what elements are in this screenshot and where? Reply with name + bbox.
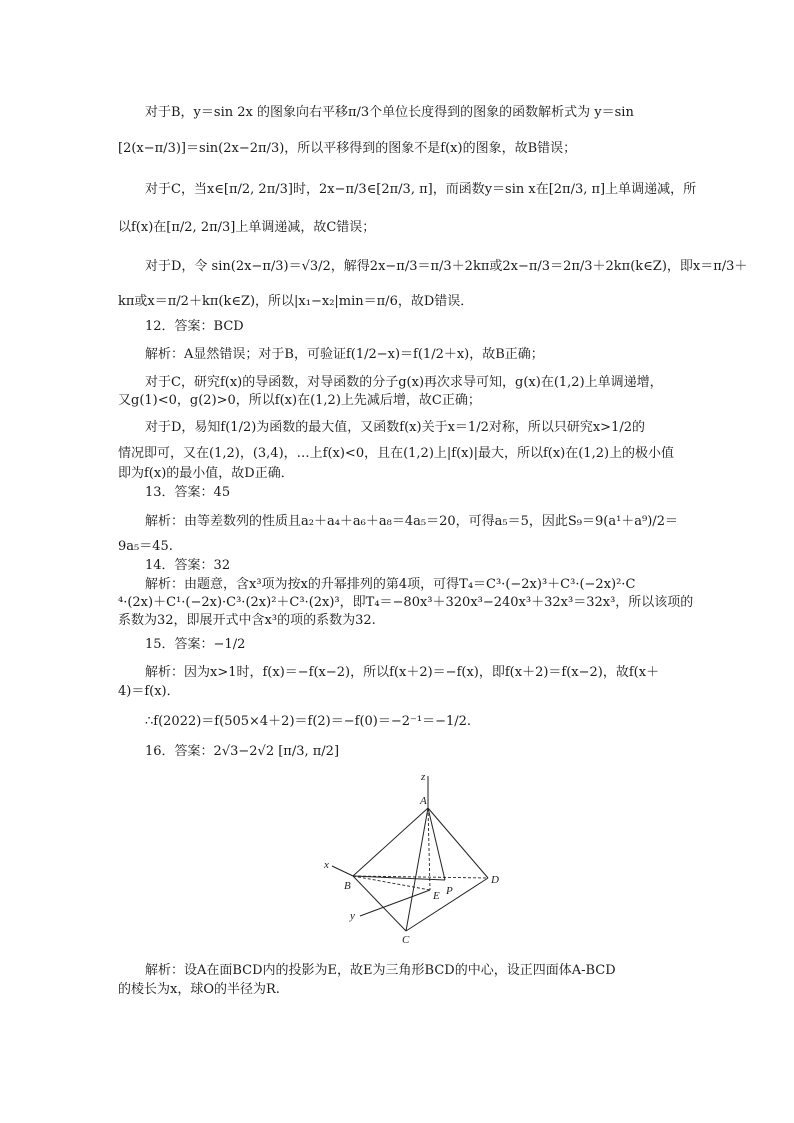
text-line-15c: ∴f(2022)＝f(505×4＋2)＝f(2)＝−f(0)＝−2⁻¹＝−1/2. [145,714,472,729]
label-z: z [421,771,426,783]
text-line-c1: 对于C，当x∈[π/2, 2π/3]时，2x−π/3∈[2π/3, π]，而函数y＝sin x在[2π/3, π]上单调递减，所 [145,182,697,197]
label-p: P [446,885,453,897]
text-line-d1: 对于D，令 sin(2x−π/3)＝√3/2，解得2x−π/3＝π/3＋2kπ或2x−π/3＝2π/3＋2kπ(k∈Z)，即x＝π/3＋ [145,259,748,274]
line-ap [428,808,445,880]
text-line-12d: 对于D，易知f(1/2)为函数的最大值，又函数f(x)关于x＝1/2对称，所以只研究x>1/2的 [145,420,645,435]
text-line-15b: 4)＝f(x)． [118,684,180,699]
text-line-16a: 解析：设A在面BCD内的投影为E，故E为三角形BCD的中心，设正四面体A-BCD [145,963,616,978]
label-x: x [324,859,329,871]
label-a: A [420,795,427,807]
edge-ac [406,808,428,931]
edge-ab [353,808,428,876]
answer-13: 13．答案：45 [145,485,231,500]
label-y: y [350,910,355,922]
text-line-13b: 9a₅＝45. [118,539,173,554]
text-line-12a: 解析：A显然错误；对于B，可验证f(1/2−x)＝f(1/2＋x)，故B正确； [145,347,544,362]
edge-ad [428,808,488,878]
text-line-d2: kπ或x＝π/2＋kπ(k∈Z)，所以|x₁−x₂|min＝π/6，故D错误． [118,294,474,309]
text-line-12b: 对于C，研究f(x)的导函数，对导函数的分子g(x)再次求导可知，g(x)在(1,2)上单调递增， [145,375,663,390]
text-line-b2: [2(x−π/3)]＝sin(2x−2π/3)，所以平移得到的图象不是f(x)的图象，故B错误； [118,141,577,156]
answer-15: 15．答案：−1/2 [145,637,246,652]
text-line-12e: 情况即可，又在(1,2)，(3,4)，…上f(x)<0，且在(1,2)上|f(x)|最大，所以f(x)在(1,2)上的极小值 [118,446,675,461]
tetrahedron-figure [310,768,510,948]
text-line-14b: ⁴·(2x)＋C¹·(−2x)·C³·(2x)²＋C³·(2x)³，即T₄＝−80x³＋320x³−240x³＋32x³＝32x³，所以该项的 [118,595,694,610]
text-line-12c: 又g(1)<0，g(2)>0，所以f(x)在(1,2)上先减后增，故C正确； [118,393,481,408]
label-b: B [344,880,351,892]
line-ae [428,808,430,890]
text-line-c2: 以f(x)在[π/2, 2π/3]上单调递减，故C错误； [118,220,376,235]
text-line-15a: 解析：因为x>1时，f(x)＝−f(x−2)，所以f(x＋2)＝−f(x)，即f(x＋2)＝f(x−2)，故f(x＋ [145,665,660,680]
text-line-b1: 对于B，y＝sin 2x 的图象向右平移π/3个单位长度得到的图象的函数解析式为 y＝sin [145,105,634,120]
label-d: D [491,874,499,886]
answer-12: 12．答案：BCD [145,319,244,334]
answer-14: 14．答案：32 [145,558,231,573]
answer-16: 16．答案：2√3−2√2 [π/3, π/2] [145,744,340,759]
text-line-13a: 解析：由等差数列的性质且a₂＋a₄＋a₆＋a₈＝4a₅＝20，可得a₅＝5，因此S₉＝9(a¹＋a⁹)/2＝ [145,514,678,529]
text-line-14c: 系数为32，即展开式中含x³的项的系数为32. [118,613,376,628]
text-line-12f: 即为f(x)的最小值，故D正确． [118,466,294,481]
label-c: C [402,934,410,946]
x-axis [332,866,353,876]
label-e: E [433,890,440,902]
text-line-16b: 的棱长为x，球O的半径为R. [118,982,280,997]
text-line-14a: 解析：由题意，含x³项为按x的升幂排列的第4项，可得T₄＝C³·(−2x)³＋C³·(−2x)²·C [145,577,636,592]
